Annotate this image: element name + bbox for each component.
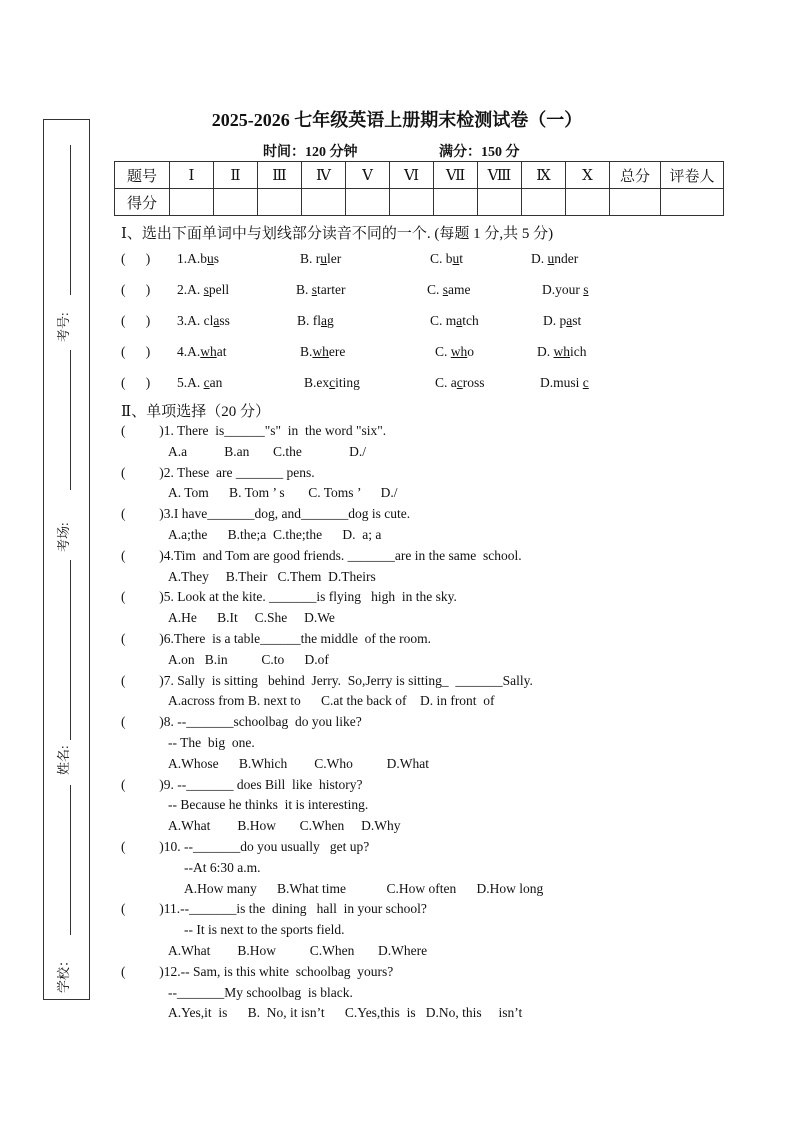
underlined-letters: s (442, 282, 449, 297)
underlined-letters: s (583, 282, 589, 297)
section1-option (177, 282, 229, 298)
option-text-pre: B. fl (297, 313, 322, 328)
question-line: ( )1. There is______"s" in the word "six". (121, 423, 387, 438)
col-2: Ⅱ (214, 162, 258, 189)
option-text-post: iting (335, 375, 360, 390)
section1-option (540, 375, 589, 391)
score-cell[interactable] (214, 189, 258, 216)
option-text-pre: D. (531, 251, 548, 266)
exam-no-line (70, 145, 71, 295)
answer-bracket[interactable]: ( ) (121, 344, 151, 359)
option-text-post: at (216, 344, 227, 359)
option-text-post: tch (462, 313, 479, 328)
score-cell[interactable] (661, 189, 724, 216)
exam-no-line-lower (70, 350, 71, 490)
section1-option (177, 375, 222, 391)
question-option-line: A. Tom B. Tom ’ s C. Toms ’ D./ (168, 485, 398, 501)
col-5: Ⅴ (346, 162, 390, 189)
underlined-letters: u (452, 251, 460, 266)
section1-option (304, 375, 360, 391)
question-line: ( )6.There is a table______the middle of the room. (121, 631, 432, 646)
school-label: 学校： (56, 953, 71, 993)
option-text-post: tarter (317, 282, 346, 297)
option-text-pre: C. m (430, 313, 457, 328)
option-text-pre: B. (300, 344, 313, 359)
score-table (114, 161, 724, 216)
score-cell[interactable] (170, 189, 214, 216)
underlined-letters: s (311, 282, 318, 297)
row-header-score: 得分 (115, 189, 170, 216)
exam-room-label: 考场: (56, 522, 71, 552)
col-total: 总分 (610, 162, 661, 189)
section1-option (430, 313, 479, 329)
option-text-post: ame (448, 282, 471, 297)
col-10: Ⅹ (566, 162, 610, 189)
time-label: 时间：120 分钟 (263, 145, 358, 160)
option-text-post: ler (327, 251, 342, 266)
question-line: ( )7. Sally is sitting behind Jerry. So,Jerry is sitting_ _______Sally. (121, 672, 533, 688)
option-text-post: s (213, 251, 220, 266)
score-table-header-row (115, 162, 724, 189)
underlined-letters: s (203, 282, 209, 297)
question-option-line: A.Whose B.Which C.Who D.What (168, 755, 429, 771)
underlined-letters: u (207, 251, 214, 266)
question-option-line: A.He B.It C.She D.We (168, 610, 335, 626)
section1-option (177, 344, 227, 360)
option-text-pre: A. (187, 375, 204, 390)
option-text-pre: A. (187, 282, 204, 297)
underlined-letters: u (547, 251, 555, 266)
col-4: Ⅳ (302, 162, 346, 189)
option-text-post: g (327, 313, 334, 328)
option-text-post: t (459, 251, 464, 266)
question-option-line: A.They B.Their C.Them D.Theirs (168, 568, 376, 584)
option-text-pre: C. b (430, 251, 453, 266)
option-text-pre: D.your (542, 282, 584, 297)
question-number: 4. (177, 344, 188, 359)
section1-option (177, 251, 219, 267)
option-text-pre: B. (296, 282, 312, 297)
option-text-post: o (467, 344, 475, 359)
question-option-line: A.a;the B.the;a C.the;the D. a; a (168, 527, 382, 542)
question-option-line: A.How many B.What time C.How often D.How long (184, 880, 544, 896)
underlined-letters: a (456, 313, 463, 328)
question-line: ( )10. --_______do you usually get up? (121, 839, 370, 854)
exam-no-label: 考号: (56, 312, 71, 342)
score-cell[interactable] (522, 189, 566, 216)
underlined-letters: wh (553, 344, 570, 359)
question-option-line: A.Yes,it is B. No, it isn’t C.Yes,this is D.No, this isn’t (168, 1005, 523, 1021)
section1-option (296, 282, 346, 298)
option-text-post: ere (328, 344, 346, 359)
question-option-line: A.What B.How C.When D.Why (168, 818, 401, 834)
option-text-pre: C. a (435, 375, 457, 390)
question-option-line: A.What B.How C.When D.Where (168, 943, 428, 958)
option-text-post: ross (462, 375, 485, 390)
option-text-post: ss (219, 313, 230, 328)
question-option-line: A.across from B. next to C.at the back of D. in front of (168, 693, 495, 709)
section1-option (300, 344, 345, 360)
underlined-letters: c (456, 375, 463, 390)
score-cell[interactable] (258, 189, 302, 216)
question-line: ( )5. Look at the kite. _______is flying high in the sky. (121, 589, 457, 605)
question-line: ( )9. --_______ does Bill like history? (121, 776, 363, 792)
score-cell[interactable] (390, 189, 434, 216)
option-text-pre: D. p (543, 313, 567, 328)
option-text-pre: B.ex (304, 375, 330, 390)
option-text-pre: C. (435, 344, 451, 359)
option-text-pre: B. r (300, 251, 321, 266)
question-number: 3. (177, 313, 188, 328)
question-line: ( )11.--_______is the dining hall in your school? (121, 901, 427, 917)
underlined-letters: wh (450, 344, 468, 359)
row-header-question: 题号 (115, 162, 170, 189)
underlined-letters: a (321, 313, 328, 328)
name-label: 姓名: (56, 745, 71, 775)
option-text-post: st (572, 313, 582, 328)
col-7: Ⅶ (434, 162, 478, 189)
answer-bracket[interactable]: ( ) (121, 375, 151, 390)
option-text-post: ich (570, 344, 587, 359)
score-label: 满分：150 分 (439, 145, 520, 160)
underlined-letters: a (213, 313, 220, 328)
underlined-letters: c (582, 375, 589, 390)
section1-option (435, 375, 485, 391)
col-grader: 评卷人 (661, 162, 724, 189)
underlined-letters: a (566, 313, 573, 328)
col-8: Ⅷ (478, 162, 522, 189)
section2-heading: Ⅱ、单项选择（20 分） (121, 404, 270, 420)
col-3: Ⅲ (258, 162, 302, 189)
option-text-pre: A. (187, 344, 201, 359)
underlined-letters: u (320, 251, 327, 266)
option-text-post: pell (208, 282, 230, 297)
section1-option (543, 313, 581, 329)
question-line: ( )3.I have_______dog, and_______dog is cute. (121, 506, 411, 522)
section1-option (430, 251, 463, 267)
underlined-letters: c (329, 375, 336, 390)
name-line (70, 785, 71, 935)
question-line: ( )8. --_______schoolbag do you like? (121, 714, 362, 730)
col-1: Ⅰ (170, 162, 214, 189)
option-text-pre: A. cl (187, 313, 214, 328)
question-option-line: -- The big one. (168, 735, 255, 750)
section1-option (542, 282, 589, 298)
col-6: Ⅵ (390, 162, 434, 189)
section1-option (300, 251, 341, 267)
section1-option (531, 251, 578, 267)
underlined-letters: wh (200, 344, 217, 359)
question-option-line: --_______My schoolbag is black. (168, 984, 353, 1000)
binding-strip (43, 119, 90, 1000)
section1-option (427, 282, 471, 298)
section1-option (435, 344, 474, 360)
page-title: 2025-2026 七年级英语上册期末检测试卷（一） (211, 110, 583, 130)
score-cell[interactable] (434, 189, 478, 216)
question-option-line: A.a B.an C.the D./ (168, 443, 366, 459)
score-cell[interactable] (302, 189, 346, 216)
question-number: 2. (177, 282, 188, 297)
question-number: 1. (177, 251, 188, 266)
option-text-pre: C. (427, 282, 443, 297)
answer-bracket[interactable]: ( ) (121, 251, 151, 266)
question-option-line: -- It is next to the sports field. (184, 922, 345, 938)
exam-room-line (70, 560, 71, 740)
option-text-pre: D.musi (540, 375, 583, 390)
section1-heading: Ⅰ、选出下面单词中与划线部分读音不同的一个. (每题 1 分,共 5 分) (121, 226, 554, 242)
score-cell[interactable] (610, 189, 661, 216)
question-option-line: -- Because he thinks it is interesting. (168, 797, 369, 813)
question-option-line: --At 6:30 a.m. (184, 859, 261, 875)
score-cell[interactable] (478, 189, 522, 216)
col-9: Ⅸ (522, 162, 566, 189)
option-text-pre: D. (537, 344, 554, 359)
question-line: ( )12.-- Sam, is this white schoolbag yours? (121, 963, 394, 979)
underlined-letters: wh (312, 344, 329, 359)
section1-option (297, 313, 334, 329)
question-option-line: A.on B.in C.to D.of (168, 651, 329, 667)
answer-bracket[interactable]: ( ) (121, 313, 151, 328)
section1-option (177, 313, 230, 329)
option-text-pre: A.b (187, 251, 207, 266)
answer-bracket[interactable]: ( ) (121, 282, 151, 297)
question-line: ( )4.Tim and Tom are good friends. _______are in the same school. (121, 547, 522, 563)
score-cell[interactable] (346, 189, 390, 216)
option-text-post: an (209, 375, 223, 390)
score-cell[interactable] (566, 189, 610, 216)
question-line: ( )2. These are _______ pens. (121, 464, 315, 480)
underlined-letters: c (203, 375, 210, 390)
option-text-post: nder (554, 251, 579, 266)
section1-option (537, 344, 587, 360)
score-table-score-row (115, 189, 724, 216)
question-number: 5. (177, 375, 188, 390)
